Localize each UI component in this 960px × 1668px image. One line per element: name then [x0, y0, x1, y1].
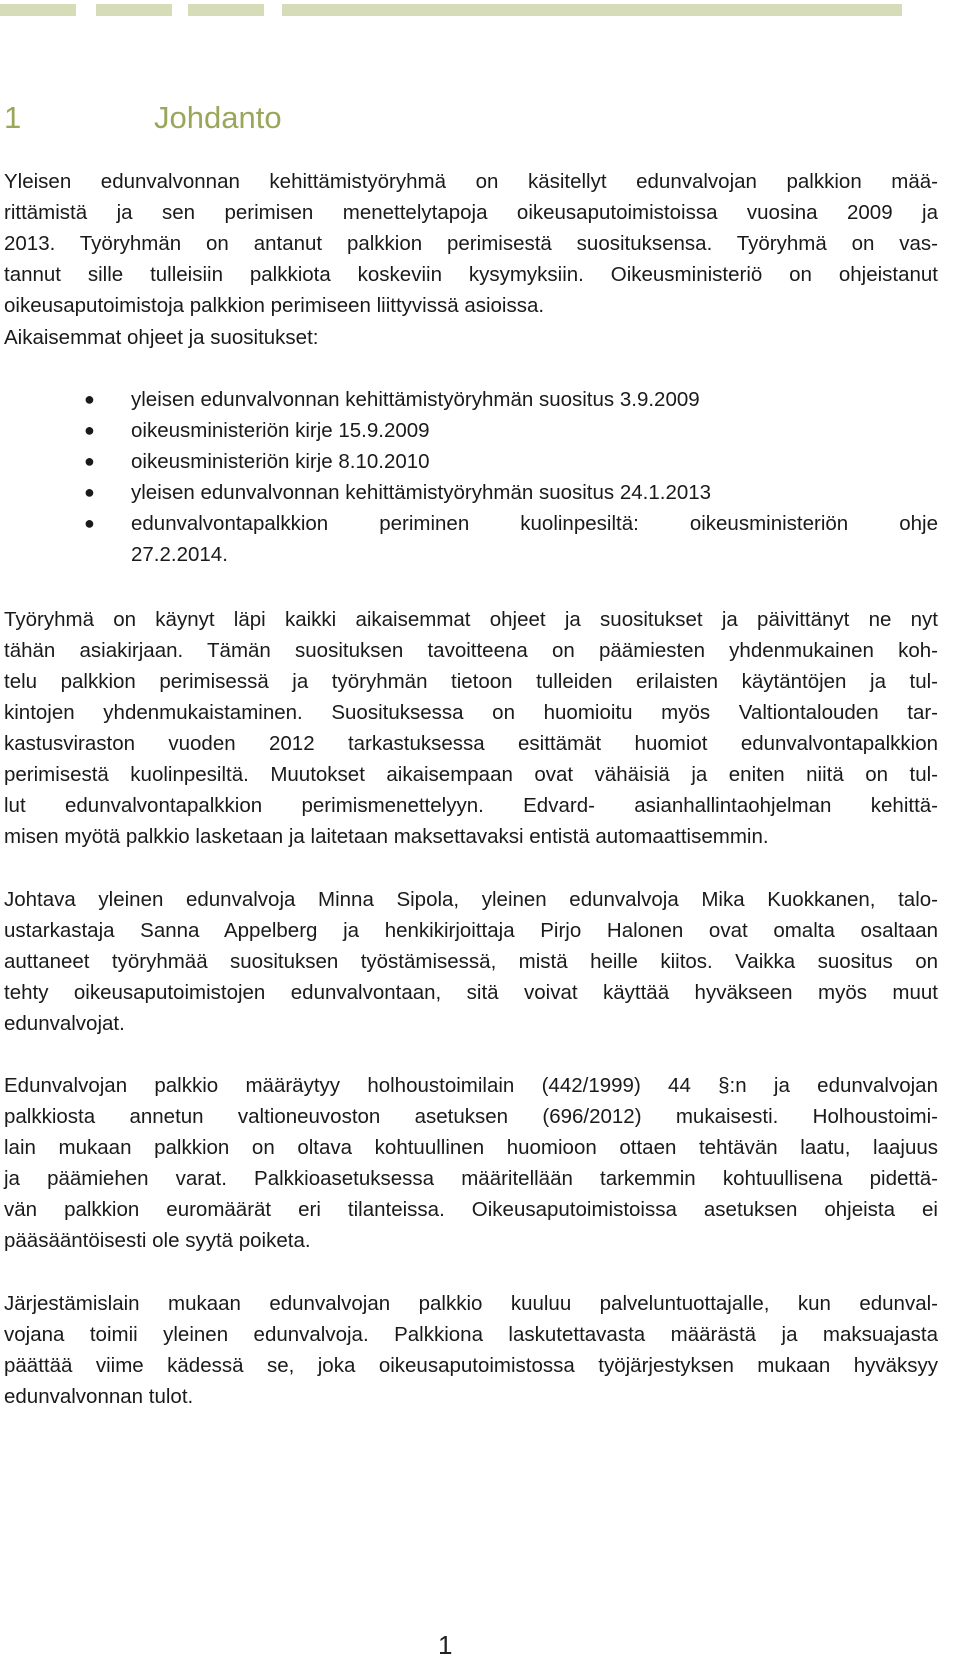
text-line: tehty oikeusaputoimistojen edunvalvontaan, sitä voivat käyttää hyväkseen myös muut	[4, 981, 938, 1004]
bullet-icon: ●	[84, 482, 95, 502]
intro-paragraph	[4, 166, 938, 321]
header-bar-1	[0, 4, 76, 16]
paragraph-update	[4, 604, 938, 852]
list-item-line: yleisen edunvalvonnan kehittämistyöryhmän suositus 3.9.2009	[131, 388, 700, 411]
section-title: Johdanto	[154, 100, 282, 135]
bullet-icon: ●	[84, 451, 95, 471]
text-line: kintojen yhdenmukaistaminen. Suosituksessa on huomioitu myös Valtiontalouden tar-	[4, 701, 938, 724]
list-item-line: edunvalvontapalkkion periminen kuolinpesiltä: oikeusministeriön ohje	[131, 512, 938, 535]
header-bar-3	[188, 4, 264, 16]
section-heading	[4, 100, 282, 136]
list-item	[4, 415, 938, 446]
text-line: auttaneet työryhmää suosituksen työstämisessä, mistä heille kiitos. Vaikka suositus on	[4, 950, 938, 973]
paragraph-fee-basis	[4, 1070, 938, 1256]
paragraph-organisation-law	[4, 1288, 938, 1412]
text-line: rittämistä ja sen perimisen menettelytapoja oikeusaputoimistoissa vuosina 2009 ja	[4, 201, 938, 224]
text-line: päättää viime kädessä se, joka oikeusaputoimistossa työjärjestyksen mukaan hyväksyy	[4, 1354, 938, 1377]
header-bar-2	[96, 4, 172, 16]
list-item	[4, 446, 938, 477]
text-line: Työryhmä on käynyt läpi kaikki aikaisemmat ohjeet ja suositukset ja päivittänyt ne nyt	[4, 608, 938, 631]
list-item-line: yleisen edunvalvonnan kehittämistyöryhmän suositus 24.1.2013	[131, 481, 712, 504]
text-line: kastusviraston vuoden 2012 tarkastuksessa esittämät huomiot edunvalvontapalkkion	[4, 732, 938, 755]
prior-guidance-label	[4, 322, 938, 353]
list-item	[4, 384, 938, 415]
text-line: Johtava yleinen edunvalvoja Minna Sipola, yleinen edunvalvoja Mika Kuokkanen, talo-	[4, 888, 938, 911]
text-line: perimisestä kuolinpesiltä. Muutokset aikaisempaan ovat vähäisiä ja eniten niitä on tul-	[4, 763, 938, 786]
text-line: Järjestämislain mukaan edunvalvojan palkkio kuuluu palveluntuottajalle, kun edunval-	[4, 1292, 938, 1315]
text-line: telu palkkion perimisessä ja työryhmän tietoon tulleiden erilaisten käytäntöjen ja tul-	[4, 670, 938, 693]
section-number: 1	[4, 100, 22, 135]
text-line: vän palkkion euromäärät eri tilanteissa. Oikeusaputoimistoissa asetuksen ohjeista ei	[4, 1198, 938, 1221]
text-line: lut edunvalvontapalkkion perimismenettelyyn. Edvard- asianhallintaohjelman kehittä-	[4, 794, 938, 817]
text-line: misen myötä palkkio lasketaan ja laitetaan maksettavaksi entistä automaattisemmin.	[4, 825, 769, 848]
text-line: edunvalvonnan tulot.	[4, 1385, 194, 1408]
page-number: 1	[438, 1630, 453, 1660]
text-line: pääsääntöisesti ole syytä poiketa.	[4, 1229, 311, 1252]
text-line: edunvalvojat.	[4, 1012, 125, 1035]
header-bar-4	[282, 4, 902, 16]
list-item	[4, 477, 938, 508]
list-item-line: oikeusministeriön kirje 15.9.2009	[131, 419, 430, 442]
text-line: oikeusaputoimistoja palkkion perimiseen liittyvissä asioissa.	[4, 294, 545, 317]
list-item-line: 27.2.2014.	[131, 543, 228, 566]
bullet-icon: ●	[84, 389, 95, 409]
paragraph-acknowledgements	[4, 884, 938, 1039]
text-line: vojana toimii yleinen edunvalvoja. Palkkiona laskutettavasta määrästä ja maksuajasta	[4, 1323, 938, 1346]
list-item-line: oikeusministeriön kirje 8.10.2010	[131, 450, 430, 473]
text-line: Yleisen edunvalvonnan kehittämistyöryhmä on käsitellyt edunvalvojan palkkion mää-	[4, 170, 938, 193]
bullet-icon: ●	[84, 513, 95, 533]
text-line: tannut sille tulleisiin palkkiota koskeviin kysymyksiin. Oikeusministeriö on ohjeistanut	[4, 263, 938, 286]
text-line: tähän asiakirjaan. Tämän suosituksen tavoitteena on päämiesten yhdenmukainen koh-	[4, 639, 938, 662]
list-item	[4, 508, 938, 570]
text-line: palkkiosta annetun valtioneuvoston asetuksen (696/2012) mukaisesti. Holhoustoimi-	[4, 1105, 938, 1128]
text-line: ja päämiehen varat. Palkkioasetuksessa määritellään tarkemmin kohtuullisena pidettä-	[4, 1167, 938, 1190]
text-line: lain mukaan palkkion on oltava kohtuullinen huomioon ottaen tehtävän laatu, laajuus	[4, 1136, 938, 1159]
text-line: ustarkastaja Sanna Appelberg ja henkikirjoittaja Pirjo Halonen ovat omalta osaltaan	[4, 919, 938, 942]
text-line: 2013. Työryhmän on antanut palkkion perimisestä suosituksensa. Työryhmä on vas-	[4, 232, 938, 255]
prior-guidance-label-text: Aikaisemmat ohjeet ja suositukset:	[4, 326, 319, 349]
bullet-icon: ●	[84, 420, 95, 440]
prior-guidance-list	[4, 384, 938, 570]
text-line: Edunvalvojan palkkio määräytyy holhoustoimilain (442/1999) 44 §:n ja edunvalvojan	[4, 1074, 938, 1097]
